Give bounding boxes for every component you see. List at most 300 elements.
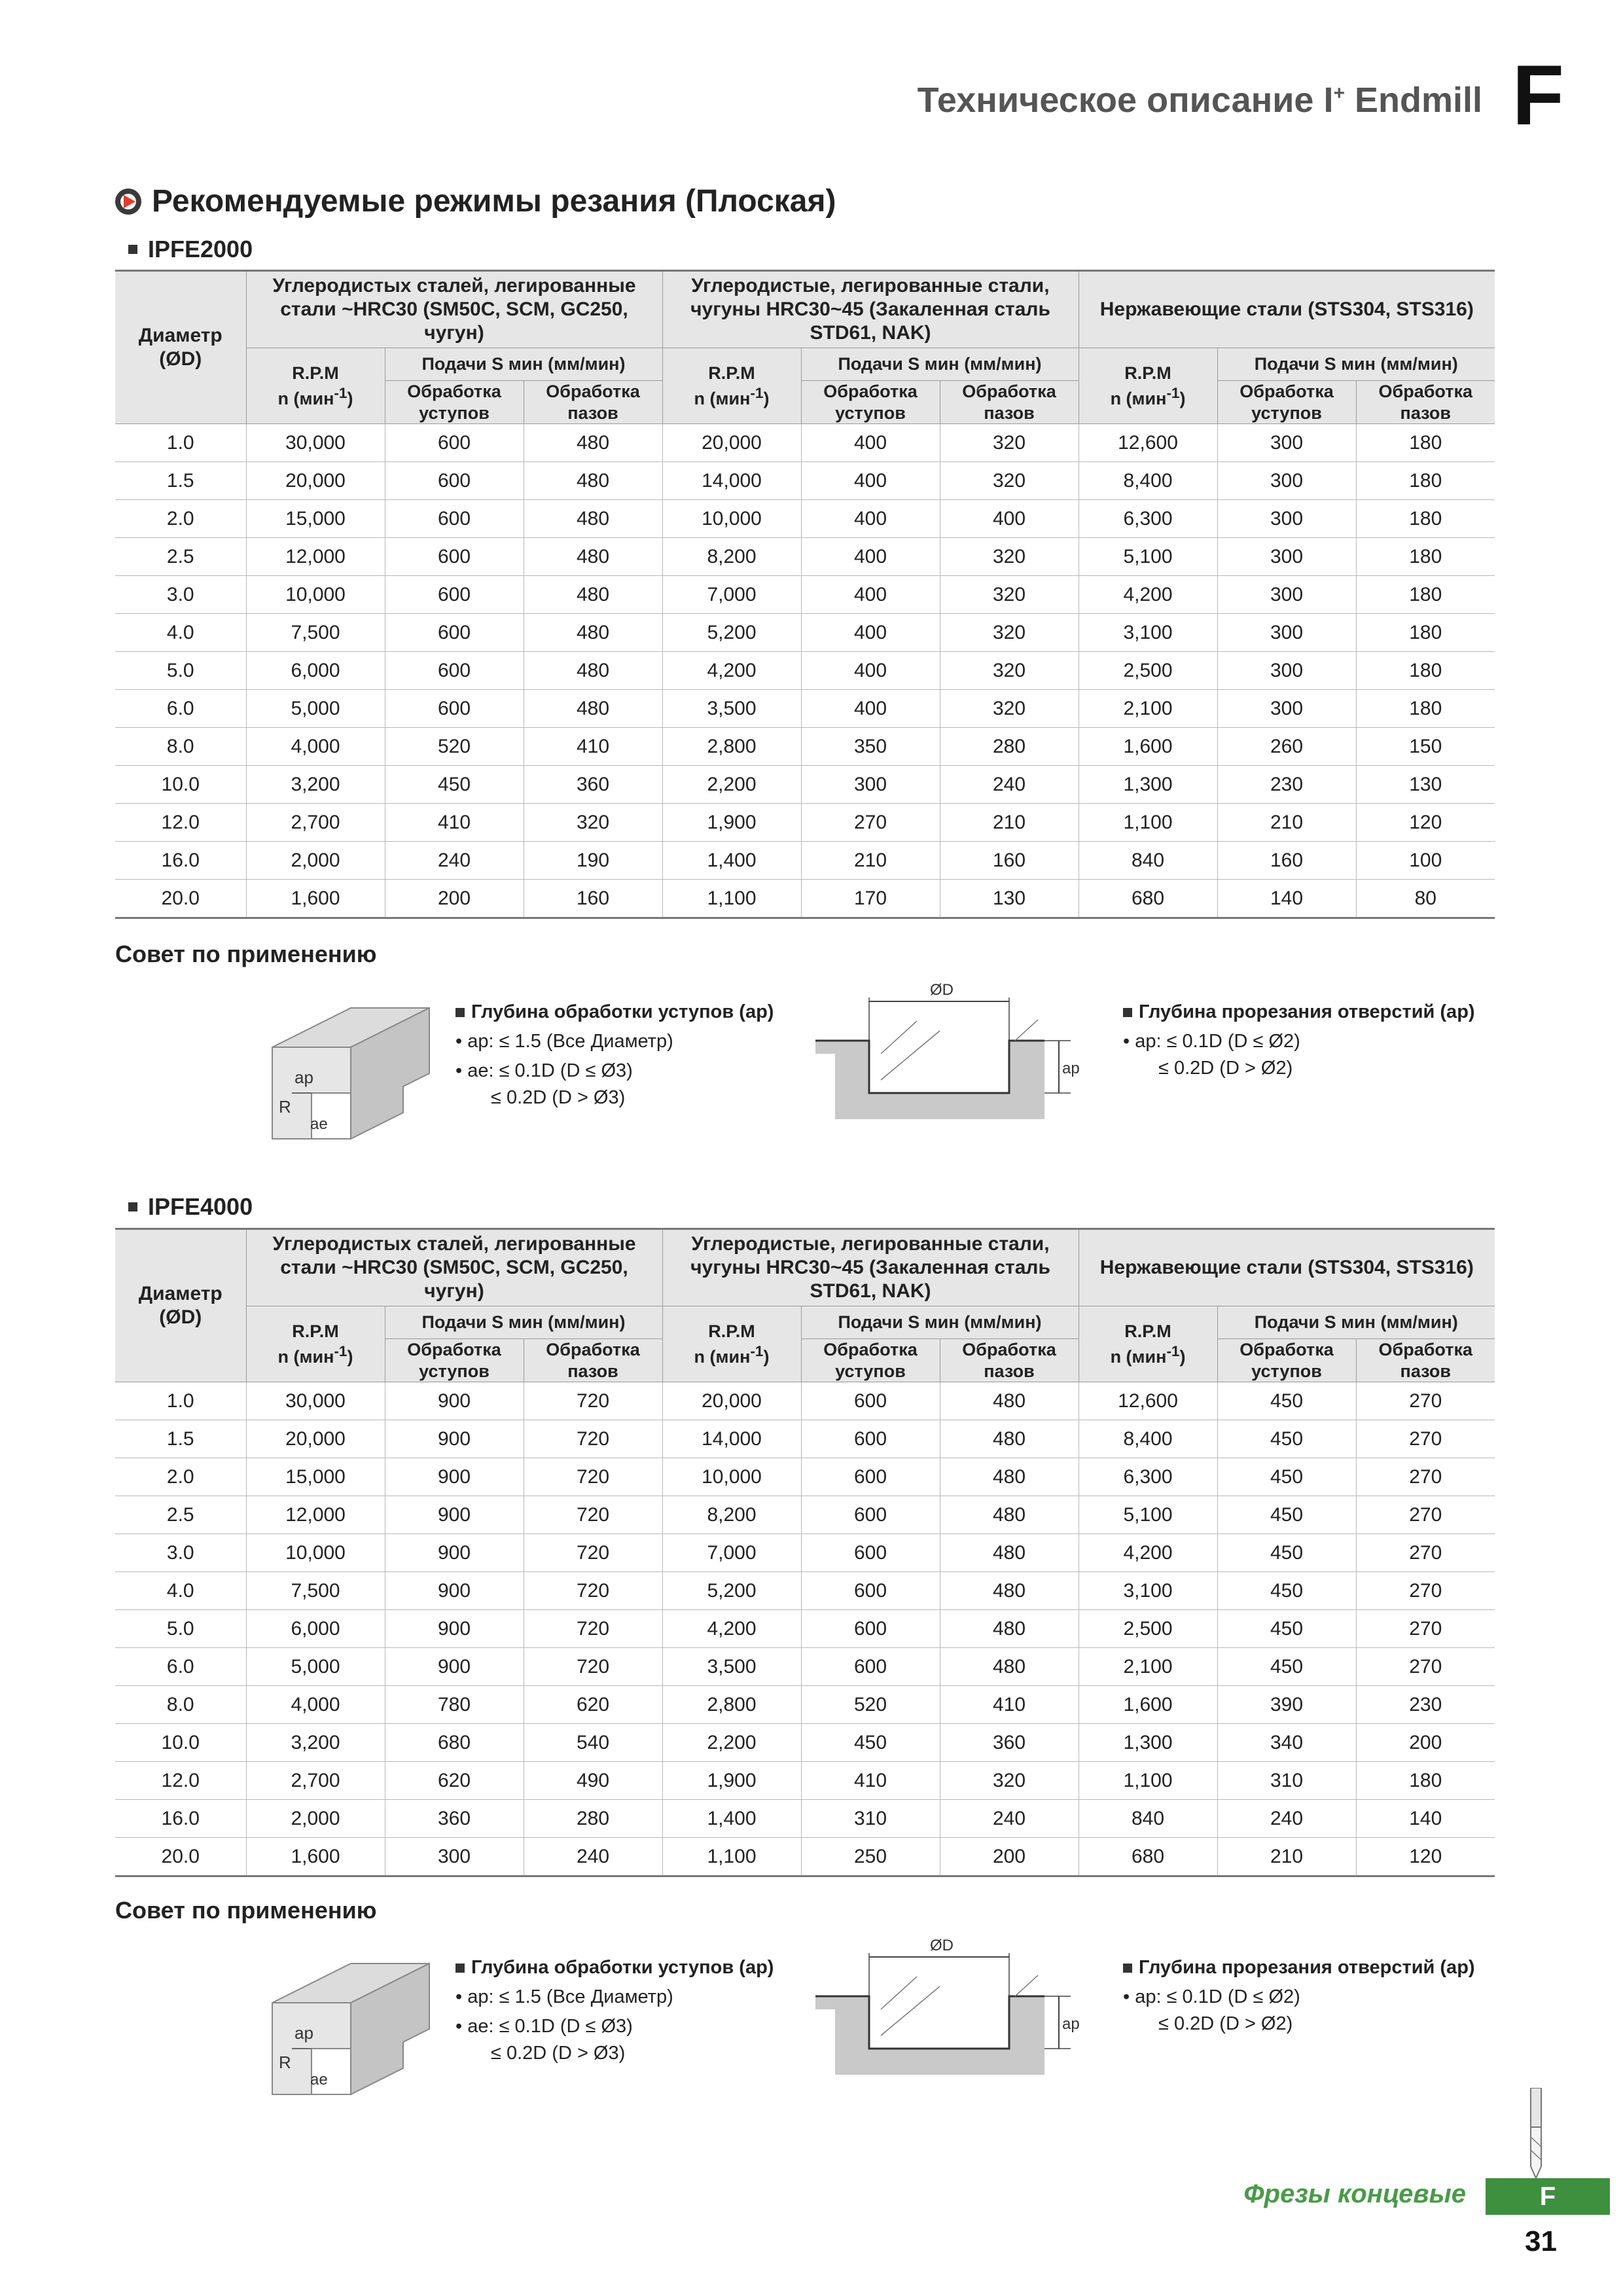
rpm-header: R.P.M n (мин$^{-1}$)	[246, 1306, 385, 1382]
table-cell: 310	[801, 1800, 940, 1838]
ap-label: ap	[294, 1067, 313, 1087]
table-cell: 600	[801, 1648, 940, 1686]
slot-diagram	[815, 1937, 1090, 2081]
table-cell: 200	[1356, 1724, 1495, 1762]
table-cell: 3.0	[115, 1534, 246, 1572]
table-cell: 320	[940, 538, 1079, 576]
table-cell: 8,400	[1079, 462, 1217, 500]
table-row	[115, 1496, 1495, 1534]
table-row	[115, 1686, 1495, 1724]
table-cell: 600	[801, 1420, 940, 1458]
table-cell: 360	[524, 766, 662, 804]
header-title: Техническое описание I+ Endmill	[917, 81, 1482, 120]
table-cell: 2,800	[662, 728, 801, 766]
table-cell: 20.0	[115, 880, 246, 918]
header-section-letter: F	[1512, 47, 1564, 143]
table-cell: 840	[1079, 842, 1217, 880]
table-cell: 900	[385, 1496, 524, 1534]
table-cell: 300	[1217, 652, 1356, 690]
od-label: ØD	[930, 982, 954, 999]
table-cell: 12,600	[1079, 1382, 1217, 1420]
table-cell: 4,200	[662, 1610, 801, 1648]
table-cell: 320	[940, 462, 1079, 500]
table-row	[115, 576, 1495, 614]
table-cell: 300	[385, 1838, 524, 1876]
table-cell: 180	[1356, 500, 1495, 538]
table-cell: 30,000	[246, 1382, 385, 1420]
table-cell: 1,400	[662, 1800, 801, 1838]
table-cell: 450	[1217, 1534, 1356, 1572]
table-row	[115, 804, 1495, 842]
cutting-table-ipfe4000	[115, 1228, 1495, 1877]
table-cell: 5,200	[662, 614, 801, 652]
table-cell: 400	[940, 500, 1079, 538]
table-cell: 2.0	[115, 1458, 246, 1496]
table-cell: 480	[940, 1534, 1079, 1572]
square-bullet-icon	[1123, 1008, 1132, 1017]
table-cell: 2,500	[1079, 1610, 1217, 1648]
table-cell: 210	[940, 804, 1079, 842]
table-cell: 210	[801, 842, 940, 880]
advice-title-2: Совет по применению	[115, 1897, 377, 1924]
table-cell: 900	[385, 1420, 524, 1458]
feed-header: Подачи S мин (мм/мин)	[385, 348, 662, 381]
table-cell: 300	[1217, 424, 1356, 462]
table-cell: 480	[524, 500, 662, 538]
table-cell: 4,200	[1079, 1534, 1217, 1572]
table-cell: 480	[524, 690, 662, 728]
table-cell: 600	[801, 1382, 940, 1420]
table-cell: 720	[524, 1610, 662, 1648]
table-cell: 12,000	[246, 1496, 385, 1534]
table-cell: 180	[1356, 538, 1495, 576]
table-cell: 20,000	[662, 424, 801, 462]
table-cell: 400	[801, 424, 940, 462]
table-cell: 480	[524, 614, 662, 652]
table-cell: 310	[1217, 1762, 1356, 1800]
table-cell: 180	[1356, 424, 1495, 462]
table-cell: 600	[385, 500, 524, 538]
table-cell: 12,600	[1079, 424, 1217, 462]
table-cell: 450	[1217, 1496, 1356, 1534]
table-cell: 100	[1356, 842, 1495, 880]
table-cell: 130	[940, 880, 1079, 918]
table-cell: 7,500	[246, 614, 385, 652]
r-label: R	[279, 1097, 291, 1117]
table-cell: 320	[940, 424, 1079, 462]
slot-ap-label: ap	[1062, 1060, 1080, 1077]
table-cell: 600	[385, 576, 524, 614]
rpm-header: R.P.M n (мин$^{-1}$)	[662, 348, 801, 424]
table-cell: 600	[385, 652, 524, 690]
page-number: 31	[1525, 2225, 1557, 2257]
table-cell: 6.0	[115, 1648, 246, 1686]
table-cell: 4,000	[246, 1686, 385, 1724]
table-cell: 20.0	[115, 1838, 246, 1876]
table-cell: 2,100	[1079, 690, 1217, 728]
table-cell: 320	[940, 690, 1079, 728]
table-row	[115, 1382, 1495, 1420]
table-row	[115, 1800, 1495, 1838]
table-cell: 360	[385, 1800, 524, 1838]
table-cell: 1.0	[115, 424, 246, 462]
table-cell: 200	[385, 880, 524, 918]
table-cell: 10,000	[662, 1458, 801, 1496]
table-cell: 270	[1356, 1382, 1495, 1420]
feed-header: Подачи S мин (мм/мин)	[1217, 1306, 1495, 1339]
square-bullet-icon	[128, 1202, 137, 1211]
square-bullet-icon	[128, 245, 137, 254]
table-cell: 1,900	[662, 1762, 801, 1800]
table-row	[115, 538, 1495, 576]
table-cell: 720	[524, 1458, 662, 1496]
od-label: ØD	[930, 1937, 954, 1954]
table-row	[115, 1534, 1495, 1572]
product-heading-2: IPFE4000	[128, 1193, 253, 1221]
table-cell: 10,000	[662, 500, 801, 538]
table-cell: 410	[940, 1686, 1079, 1724]
table-cell: 480	[940, 1458, 1079, 1496]
page-header	[0, 39, 1623, 143]
table-cell: 300	[1217, 690, 1356, 728]
table-cell: 12.0	[115, 804, 246, 842]
feed-slot-header: Обработка пазов	[940, 381, 1079, 424]
advice-title-1: Совет по применению	[115, 941, 377, 967]
table-cell: 360	[940, 1724, 1079, 1762]
table-cell: 280	[524, 1800, 662, 1838]
table-row	[115, 614, 1495, 652]
table-cell: 10,000	[246, 576, 385, 614]
table-cell: 80	[1356, 880, 1495, 918]
table-cell: 180	[1356, 614, 1495, 652]
table-cell: 8,200	[662, 1496, 801, 1534]
table-cell: 6.0	[115, 690, 246, 728]
table-cell: 480	[524, 576, 662, 614]
table-cell: 720	[524, 1420, 662, 1458]
table-cell: 8.0	[115, 728, 246, 766]
table-cell: 6,300	[1079, 500, 1217, 538]
table-cell: 840	[1079, 1800, 1217, 1838]
table-cell: 5,000	[246, 1648, 385, 1686]
table-cell: 1,100	[662, 880, 801, 918]
advice-block-1	[115, 982, 1503, 1165]
feed-slot-header: Обработка пазов	[940, 1339, 1079, 1382]
table-cell: 480	[940, 1420, 1079, 1458]
table-row	[115, 500, 1495, 538]
table-cell: 300	[1217, 576, 1356, 614]
table-row	[115, 652, 1495, 690]
table-cell: 720	[524, 1572, 662, 1610]
table-cell: 230	[1217, 766, 1356, 804]
table-cell: 5,100	[1079, 1496, 1217, 1534]
table-cell: 15,000	[246, 1458, 385, 1496]
table-cell: 8,200	[662, 538, 801, 576]
table-cell: 2.5	[115, 1496, 246, 1534]
table-cell: 270	[1356, 1610, 1495, 1648]
table-cell: 7,500	[246, 1572, 385, 1610]
table-cell: 120	[1356, 1838, 1495, 1876]
material-group-header: Углеродистые, легированные стали, чугуны HRC30~45 (Закаленная сталь STD61, NAK)	[662, 271, 1079, 348]
table-cell: 270	[1356, 1496, 1495, 1534]
table-cell: 30,000	[246, 424, 385, 462]
table-cell: 240	[1217, 1800, 1356, 1838]
square-bullet-icon	[455, 1008, 465, 1017]
table-cell: 450	[1217, 1420, 1356, 1458]
material-group-header: Нержавеющие стали (STS304, STS316)	[1079, 1229, 1495, 1306]
table-cell: 900	[385, 1382, 524, 1420]
table-cell: 2.5	[115, 538, 246, 576]
table-cell: 2,100	[1079, 1648, 1217, 1686]
table-cell: 320	[524, 804, 662, 842]
table-cell: 620	[524, 1686, 662, 1724]
table-cell: 140	[1356, 1800, 1495, 1838]
feed-shoulder-header: Обработка уступов	[801, 381, 940, 424]
diameter-header: Диаметр (ØD)	[115, 1229, 246, 1382]
table-cell: 320	[940, 652, 1079, 690]
table-row	[115, 842, 1495, 880]
table-cell: 3,500	[662, 1648, 801, 1686]
table-cell: 280	[940, 728, 1079, 766]
section-title: Рекомендуемые режимы резания (Плоская)	[115, 183, 836, 219]
table-cell: 600	[801, 1458, 940, 1496]
table-cell: 600	[801, 1572, 940, 1610]
table-cell: 270	[1356, 1420, 1495, 1458]
table-cell: 2,000	[246, 842, 385, 880]
table-cell: 1,100	[1079, 804, 1217, 842]
advice-block-2	[115, 1937, 1503, 2121]
table-cell: 300	[801, 766, 940, 804]
table-cell: 270	[801, 804, 940, 842]
table-cell: 600	[801, 1610, 940, 1648]
table-cell: 1,100	[662, 1838, 801, 1876]
table-cell: 400	[801, 500, 940, 538]
feed-slot-header: Обработка пазов	[1356, 381, 1495, 424]
feed-slot-header: Обработка пазов	[1356, 1339, 1495, 1382]
table-cell: 680	[1079, 880, 1217, 918]
table-cell: 390	[1217, 1686, 1356, 1724]
arrow-bullet-icon	[115, 188, 141, 215]
table-cell: 16.0	[115, 842, 246, 880]
feed-shoulder-header: Обработка уступов	[1217, 381, 1356, 424]
shoulder-diagram	[266, 1950, 462, 2108]
table-cell: 180	[1356, 652, 1495, 690]
feed-shoulder-header: Обработка уступов	[385, 381, 524, 424]
table-cell: 2,800	[662, 1686, 801, 1724]
table-cell: 480	[524, 538, 662, 576]
table-cell: 410	[385, 804, 524, 842]
table-cell: 240	[385, 842, 524, 880]
table-row	[115, 1648, 1495, 1686]
table-cell: 680	[1079, 1838, 1217, 1876]
rpm-header: R.P.M n (мин$^{-1}$)	[1079, 1306, 1217, 1382]
table-cell: 15,000	[246, 500, 385, 538]
table-cell: 2,200	[662, 1724, 801, 1762]
table-cell: 900	[385, 1534, 524, 1572]
table-cell: 450	[1217, 1572, 1356, 1610]
table-cell: 520	[385, 728, 524, 766]
table-cell: 1,400	[662, 842, 801, 880]
footer-category: Фрезы концевые	[1243, 2179, 1466, 2208]
table-cell: 620	[385, 1762, 524, 1800]
ae-label: ae	[310, 1115, 328, 1133]
table-cell: 240	[524, 1838, 662, 1876]
table-cell: 12.0	[115, 1762, 246, 1800]
table-cell: 8,400	[1079, 1420, 1217, 1458]
table-cell: 600	[385, 614, 524, 652]
table-cell: 600	[385, 690, 524, 728]
square-bullet-icon	[1123, 1964, 1132, 1973]
table-cell: 450	[1217, 1648, 1356, 1686]
feed-shoulder-header: Обработка уступов	[801, 1339, 940, 1382]
feed-shoulder-header: Обработка уступов	[1217, 1339, 1356, 1382]
table-cell: 780	[385, 1686, 524, 1724]
table-cell: 480	[940, 1572, 1079, 1610]
table-cell: 480	[940, 1648, 1079, 1686]
table-cell: 300	[1217, 538, 1356, 576]
table-row	[115, 766, 1495, 804]
table-cell: 180	[1356, 576, 1495, 614]
table-cell: 520	[801, 1686, 940, 1724]
table-cell: 200	[940, 1838, 1079, 1876]
table-row	[115, 1420, 1495, 1458]
material-group-header: Углеродистых сталей, легированные стали ~HRC30 (SM50C, SCM, GC250, чугун)	[246, 1229, 662, 1306]
table-cell: 450	[801, 1724, 940, 1762]
table-cell: 900	[385, 1458, 524, 1496]
table-cell: 150	[1356, 728, 1495, 766]
table-cell: 300	[1217, 462, 1356, 500]
table-row	[115, 1610, 1495, 1648]
table-cell: 450	[1217, 1610, 1356, 1648]
shoulder-tip: Глубина обработки уступов (ap) • ap: ≤ 1.5 (Все Диаметр) • ae: ≤ 0.1D (D ≤ Ø3) ≤ 0.2D (D > Ø3)	[455, 1957, 774, 2064]
slot-ap-label: ap	[1062, 2015, 1080, 2033]
table-cell: 230	[1356, 1686, 1495, 1724]
table-cell: 900	[385, 1610, 524, 1648]
table-cell: 450	[385, 766, 524, 804]
table-cell: 7,000	[662, 576, 801, 614]
table-cell: 600	[385, 424, 524, 462]
table-cell: 5,100	[1079, 538, 1217, 576]
table-cell: 410	[524, 728, 662, 766]
rpm-header: R.P.M n (мин$^{-1}$)	[246, 348, 385, 424]
table-cell: 6,000	[246, 1610, 385, 1648]
table-cell: 5.0	[115, 652, 246, 690]
table-cell: 270	[1356, 1458, 1495, 1496]
table-cell: 160	[524, 880, 662, 918]
table-cell: 680	[385, 1724, 524, 1762]
table-row	[115, 690, 1495, 728]
product-heading-1: IPFE2000	[128, 236, 253, 263]
diameter-header: Диаметр (ØD)	[115, 271, 246, 424]
table-cell: 180	[1356, 462, 1495, 500]
table-cell: 5.0	[115, 1610, 246, 1648]
table-cell: 720	[524, 1496, 662, 1534]
table-cell: 2,200	[662, 766, 801, 804]
table-cell: 1,900	[662, 804, 801, 842]
table-cell: 300	[1217, 500, 1356, 538]
feed-slot-header: Обработка пазов	[524, 381, 662, 424]
square-bullet-icon	[455, 1964, 465, 1973]
endmill-tool-icon	[1522, 2088, 1550, 2179]
table-row	[115, 1762, 1495, 1800]
rpm-header: R.P.M n (мин$^{-1}$)	[662, 1306, 801, 1382]
table-row	[115, 1458, 1495, 1496]
table-cell: 480	[940, 1382, 1079, 1420]
table-cell: 260	[1217, 728, 1356, 766]
table-cell: 720	[524, 1534, 662, 1572]
table-cell: 320	[940, 576, 1079, 614]
table-cell: 490	[524, 1762, 662, 1800]
table-cell: 210	[1217, 804, 1356, 842]
table-cell: 14,000	[662, 462, 801, 500]
table-cell: 4,200	[1079, 576, 1217, 614]
table-cell: 340	[1217, 1724, 1356, 1762]
table-cell: 1,100	[1079, 1762, 1217, 1800]
table-cell: 1,600	[246, 1838, 385, 1876]
shoulder-tip: Глубина обработки уступов (ap) • ap: ≤ 1.5 (Все Диаметр) • ae: ≤ 0.1D (D ≤ Ø3) ≤ 0.2D (D > Ø3)	[455, 1001, 774, 1108]
table-cell: 1,600	[246, 880, 385, 918]
table-cell: 250	[801, 1838, 940, 1876]
slot-tip: Глубина прорезания отверстий (ap) • ap: ≤ 0.1D (D ≤ Ø2) ≤ 0.2D (D > Ø2)	[1123, 1001, 1475, 1079]
table-cell: 4.0	[115, 1572, 246, 1610]
table-cell: 1,300	[1079, 766, 1217, 804]
table-cell: 6,300	[1079, 1458, 1217, 1496]
table-row	[115, 880, 1495, 918]
table-cell: 120	[1356, 804, 1495, 842]
table-cell: 2,000	[246, 1800, 385, 1838]
table-cell: 900	[385, 1648, 524, 1686]
table-cell: 900	[385, 1572, 524, 1610]
table-cell: 180	[1356, 690, 1495, 728]
table-cell: 600	[801, 1534, 940, 1572]
table-cell: 170	[801, 880, 940, 918]
feed-header: Подачи S мин (мм/мин)	[385, 1306, 662, 1339]
table-cell: 10,000	[246, 1534, 385, 1572]
table-cell: 4,000	[246, 728, 385, 766]
table-cell: 300	[1217, 614, 1356, 652]
table-cell: 190	[524, 842, 662, 880]
table-cell: 450	[1217, 1458, 1356, 1496]
feed-header: Подачи S мин (мм/мин)	[801, 348, 1079, 381]
table-cell: 480	[524, 424, 662, 462]
slot-diagram	[815, 982, 1090, 1126]
table-cell: 3,100	[1079, 614, 1217, 652]
table-cell: 2,700	[246, 1762, 385, 1800]
feed-shoulder-header: Обработка уступов	[385, 1339, 524, 1382]
r-label: R	[279, 2053, 291, 2072]
table-cell: 6,000	[246, 652, 385, 690]
table-cell: 1.5	[115, 462, 246, 500]
table-cell: 400	[801, 690, 940, 728]
table-cell: 14,000	[662, 1420, 801, 1458]
table-cell: 1.5	[115, 1420, 246, 1458]
table-cell: 720	[524, 1648, 662, 1686]
table-cell: 270	[1356, 1648, 1495, 1686]
table-cell: 12,000	[246, 538, 385, 576]
table-row	[115, 1724, 1495, 1762]
table-cell: 1,300	[1079, 1724, 1217, 1762]
table-cell: 10.0	[115, 1724, 246, 1762]
table-cell: 8.0	[115, 1686, 246, 1724]
table-cell: 270	[1356, 1572, 1495, 1610]
table-cell: 3,500	[662, 690, 801, 728]
table-cell: 7,000	[662, 1534, 801, 1572]
table-row	[115, 424, 1495, 462]
table-cell: 480	[940, 1610, 1079, 1648]
table-cell: 480	[940, 1496, 1079, 1534]
table-cell: 16.0	[115, 1800, 246, 1838]
table-cell: 20,000	[246, 1420, 385, 1458]
table-cell: 160	[940, 842, 1079, 880]
